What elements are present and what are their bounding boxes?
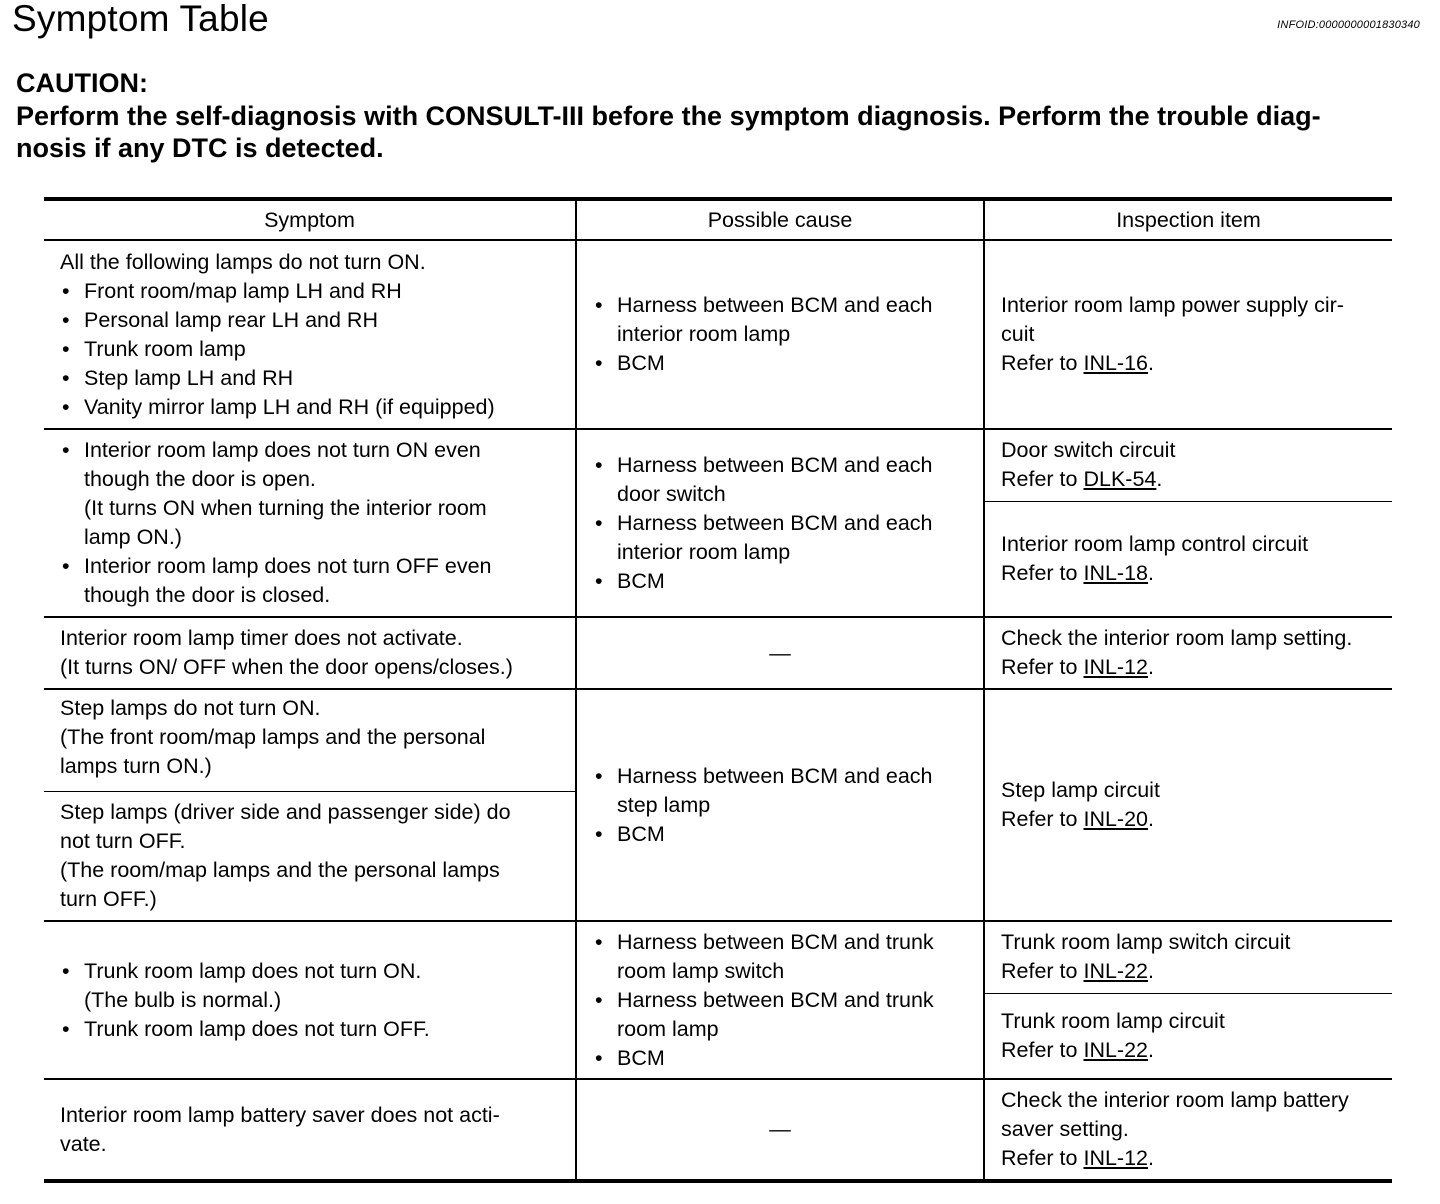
- symptom-list: [60, 436, 567, 610]
- caution-line: nosis if any DTC is detected.: [16, 133, 384, 163]
- symptom-text: (The bulb is normal.): [84, 987, 282, 1012]
- reference-link[interactable]: INL-22: [1083, 959, 1149, 984]
- cause-text: • Harness between BCM and each: [617, 510, 933, 535]
- symptom-cell: [44, 240, 576, 429]
- refer-to-label: Refer to: [1001, 1146, 1078, 1170]
- inspection-reference: Refer to INL-16.: [1001, 351, 1154, 375]
- inspection-reference: Refer to DLK-54.: [1001, 467, 1163, 492]
- inspection-text: Trunk room lamp circuit: [1001, 1008, 1225, 1033]
- cause-text: • Harness between BCM and trunk: [617, 987, 934, 1012]
- list-item: [60, 552, 567, 610]
- symptom-text: • Interior room lamp does not turn OFF even: [84, 554, 492, 578]
- reference-link[interactable]: INL-22: [1083, 1037, 1149, 1062]
- cause-list: [593, 451, 975, 596]
- reference-link[interactable]: INL-12: [1083, 1146, 1149, 1170]
- symptom-cell: [44, 921, 576, 1079]
- table-row: [44, 429, 1392, 501]
- inspection-reference: Refer to INL-12.: [1001, 1146, 1154, 1170]
- symptom-text: (It turns ON/ OFF when the door opens/closes.): [60, 655, 513, 679]
- inspection-text: cuit: [1001, 322, 1035, 346]
- inspection-cell: [984, 993, 1392, 1079]
- inspection-reference: Refer to INL-12.: [1001, 655, 1154, 679]
- list-item: • BCM: [593, 349, 975, 378]
- list-item: [593, 451, 975, 509]
- cause-list: [593, 291, 975, 378]
- symptom-text: (It turns ON when turning the interior room: [84, 496, 487, 520]
- symptom-text: vate.: [60, 1131, 107, 1156]
- symptom-text: (The front room/map lamps and the personal: [60, 725, 486, 749]
- reference-link[interactable]: INL-20: [1083, 807, 1149, 831]
- table-header-row: [44, 199, 1392, 240]
- column-header-possible-cause: Possible cause: [576, 199, 984, 240]
- inspection-text: saver setting.: [1001, 1117, 1129, 1141]
- reference-link[interactable]: INL-18: [1083, 560, 1149, 585]
- symptom-text: (The room/map lamps and the personal lamps: [60, 857, 500, 882]
- cause-text: • Harness between BCM and each: [617, 293, 933, 317]
- reference-link[interactable]: INL-12: [1083, 655, 1149, 679]
- symptom-text: Step lamps do not turn ON.: [60, 696, 321, 720]
- symptom-cell: [44, 1079, 576, 1181]
- symptom-text: • Interior room lamp does not turn ON even: [84, 438, 481, 462]
- refer-to-label: Refer to: [1001, 807, 1078, 831]
- inspection-cell: [984, 429, 1392, 501]
- refer-to-label: Refer to: [1001, 959, 1078, 984]
- cause-text: door switch: [617, 481, 726, 506]
- cause-cell-empty: —: [576, 617, 984, 689]
- cause-list: [593, 762, 975, 849]
- cause-cell: [576, 921, 984, 1079]
- list-item: [60, 957, 567, 1015]
- list-item: [593, 928, 975, 986]
- symptom-text: though the door is open.: [84, 467, 316, 491]
- refer-to-label: Refer to: [1001, 560, 1078, 585]
- cause-cell-empty: —: [576, 1079, 984, 1181]
- symptom-text: though the door is closed.: [84, 583, 331, 607]
- symptom-list: [60, 277, 567, 422]
- inspection-text: Check the interior room lamp setting.: [1001, 626, 1353, 650]
- refer-to-label: Refer to: [1001, 351, 1078, 375]
- page-title: Symptom Table: [12, 0, 269, 39]
- refer-to-label: Refer to: [1001, 467, 1078, 492]
- inspection-text: Interior room lamp control circuit: [1001, 531, 1309, 556]
- inspection-cell: [984, 1079, 1392, 1181]
- cause-text: room lamp switch: [617, 958, 785, 983]
- list-item: • Front room/map lamp LH and RH: [60, 277, 567, 306]
- list-item: • Trunk room lamp: [60, 335, 567, 364]
- inspection-reference: Refer to INL-20.: [1001, 807, 1154, 831]
- info-id: INFOID:0000000001830340: [1277, 19, 1420, 31]
- table-row: [44, 921, 1392, 993]
- list-item: [593, 986, 975, 1044]
- cause-text: • Harness between BCM and each: [617, 452, 933, 477]
- symptom-cell: [44, 617, 576, 689]
- column-header-symptom: Symptom: [44, 199, 576, 240]
- table-row: [44, 1079, 1392, 1181]
- list-item: [593, 762, 975, 820]
- inspection-text: Check the interior room lamp battery: [1001, 1088, 1349, 1112]
- table-row: [44, 689, 1392, 791]
- symptom-table: [44, 197, 1392, 1183]
- symptom-text: Interior room lamp timer does not activate.: [60, 626, 463, 650]
- symptom-text: Interior room lamp battery saver does not acti-: [60, 1102, 500, 1127]
- symptom-text: turn OFF.): [60, 886, 157, 911]
- cause-text: room lamp: [617, 1016, 719, 1041]
- reference-link[interactable]: INL-16: [1083, 351, 1149, 375]
- cause-cell: [576, 689, 984, 921]
- list-item: [60, 436, 567, 552]
- symptom-text: All the following lamps do not turn ON.: [60, 249, 426, 274]
- list-item: • Vanity mirror lamp LH and RH (if equipped): [60, 393, 567, 422]
- inspection-cell: [984, 617, 1392, 689]
- cause-text: step lamp: [617, 792, 711, 817]
- inspection-cell: [984, 921, 1392, 993]
- symptom-cell: [44, 791, 576, 921]
- symptom-text: Step lamps (driver side and passenger side) do: [60, 799, 511, 824]
- inspection-reference: Refer to INL-18.: [1001, 560, 1154, 585]
- cause-list: [593, 928, 975, 1073]
- inspection-text: Door switch circuit: [1001, 438, 1176, 463]
- cause-text: interior room lamp: [617, 539, 791, 564]
- table-row: [44, 240, 1392, 429]
- caution-line: Perform the self-diagnosis with CONSULT-III before the symptom diagnosis. Perform the trouble diag-: [16, 101, 1321, 131]
- cause-text: interior room lamp: [617, 322, 791, 346]
- inspection-cell: [984, 501, 1392, 617]
- inspection-text: Interior room lamp power supply cir-: [1001, 293, 1344, 317]
- list-item: • Personal lamp rear LH and RH: [60, 306, 567, 335]
- list-item: • Trunk room lamp does not turn OFF.: [60, 1015, 567, 1044]
- inspection-cell: [984, 240, 1392, 429]
- symptom-text: not turn OFF.: [60, 828, 186, 853]
- cause-text: • Harness between BCM and each: [617, 763, 933, 788]
- inspection-cell: [984, 689, 1392, 921]
- list-item: [593, 509, 975, 567]
- symptom-text: • Trunk room lamp does not turn ON.: [84, 958, 422, 983]
- list-item: • BCM: [593, 820, 975, 849]
- symptom-text: lamps turn ON.): [60, 754, 212, 778]
- list-item: • Step lamp LH and RH: [60, 364, 567, 393]
- list-item: • BCM: [593, 567, 975, 596]
- cause-cell: [576, 240, 984, 429]
- refer-to-label: Refer to: [1001, 655, 1078, 679]
- inspection-text: Trunk room lamp switch circuit: [1001, 930, 1291, 955]
- list-item: [593, 291, 975, 349]
- list-item: • BCM: [593, 1044, 975, 1073]
- symptom-list: [60, 957, 567, 1044]
- reference-link[interactable]: DLK-54: [1083, 467, 1157, 492]
- cause-text: • Harness between BCM and trunk: [617, 929, 934, 954]
- symptom-cell: [44, 689, 576, 791]
- caution-text: [16, 100, 1428, 164]
- table-row: [44, 617, 1392, 689]
- inspection-text: Step lamp circuit: [1001, 778, 1160, 802]
- cause-cell: [576, 429, 984, 617]
- symptom-cell: [44, 429, 576, 617]
- inspection-reference: Refer to INL-22.: [1001, 959, 1154, 984]
- caution-heading: CAUTION:: [16, 68, 148, 98]
- column-header-inspection-item: Inspection item: [984, 199, 1392, 240]
- symptom-text: lamp ON.): [84, 525, 182, 549]
- refer-to-label: Refer to: [1001, 1037, 1078, 1062]
- inspection-reference: Refer to INL-22.: [1001, 1037, 1154, 1062]
